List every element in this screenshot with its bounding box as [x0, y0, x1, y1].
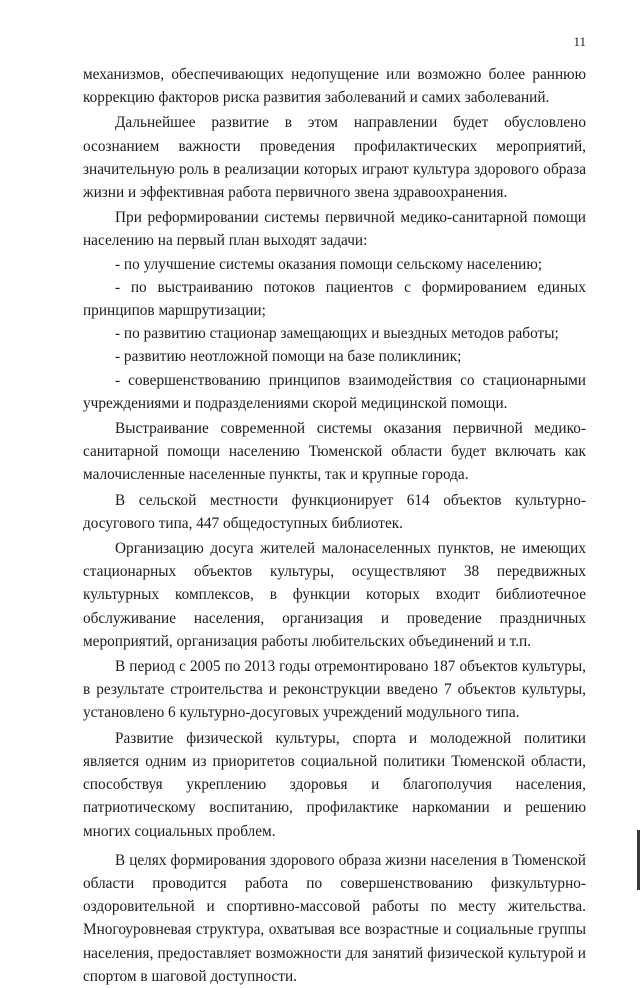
page-number: 11 [573, 34, 586, 49]
paragraph-sport-policy: Развитие физической культуры, спорта и молодежной политики является одним из приоритетов социальной политики Тюменской области, способствуя укреплению здоровья и благополучия населения, патриотическому воспитанию, профилактике наркомании и решению многих социальных проблем. [83, 729, 586, 840]
list-item-patient-routing: - по выстраиванию потоков пациентов с формированием единых принципов маршрутизации; [83, 278, 586, 320]
paragraph-leisure: Организацию досуга жителей малонаселенных пунктов, не имеющих стационарных объектов культуры, осуществляют 38 передвижных культурных комплексов, в функции которых входит библиотечное обслуживание населения, организация и проведение праздничных мероприятий, организация работы любительских объединений и т.п. [83, 540, 586, 650]
paragraph-primary-care-system: Выстраивание современной системы оказания первичной медико-санитарной помощи населению Тюменской области будет включать как малочисленные населенные пункты, так и крупные города. [83, 420, 586, 484]
list-item-rural-care: - по улучшение системы оказания помощи сельскому населению; [115, 255, 543, 273]
paragraph-reform-tasks: При реформировании системы первичной медико-санитарной помощи населению на первый план выходят задачи: [83, 209, 586, 250]
paragraph-rural-culture: В сельской местности функционирует 614 объектов культурно-досугового типа, 447 общедоступных библиотек. [83, 491, 586, 532]
paragraph-continuation: механизмов, обеспечивающих недопущение или возможно более раннюю коррекцию факторов риска развития заболеваний и самих заболеваний. [83, 66, 586, 107]
body-text [83, 63, 586, 988]
list-item-interaction: - совершенствованию принципов взаимодействия со стационарными учреждениями и подразделениями скорой медицинской помощи. [83, 371, 586, 412]
paragraph-renovation: В период с 2005 по 2013 годы отремонтировано 187 объектов культуры, в результате строительства и реконструкции введено 7 объектов культуры, установлено 6 культурно-досуговых учреждений модульного типа. [83, 658, 586, 722]
list-item-hospital-replacing: - по развитию стационар замещающих и выездных методов работы; [115, 325, 559, 343]
paragraph-development: Дальнейшее развитие в этом направлении будет обусловлено осознанием важности проведения профилактических мероприятий, значительную роль в реализации которых играют культура здорового образа жизни и эффективная работа первичного звена здравоохранения. [83, 114, 586, 202]
paragraph-healthy-lifestyle: В целях формирования здорового образа жизни населения в Тюменской области проводится работа по совершенствованию физкультурно-оздоровительной и спортивно-массовой работы по месту жительства. Многоуровневая структура, охватывая все возрастные и социальные группы населения, предоставляет возможности для занятий физической культурой и спортом в шаговой доступности. [83, 851, 586, 985]
list-item-emergency-care: - развитию неотложной помощи на базе поликлиник; [115, 348, 462, 366]
